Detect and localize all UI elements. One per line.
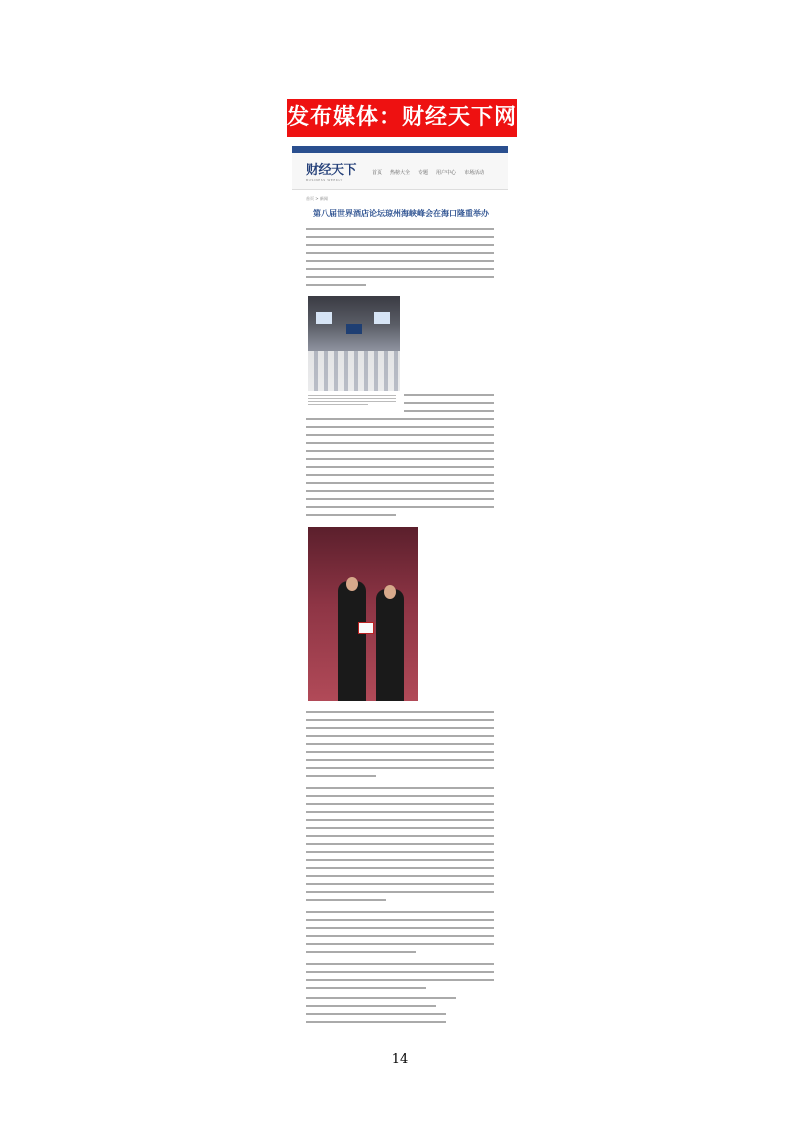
- nav-item-market[interactable]: 市场活动: [464, 170, 485, 176]
- award-ceremony-photo: [308, 527, 418, 701]
- site-header: [292, 153, 508, 190]
- page-number: 14: [391, 1052, 409, 1067]
- site-top-bar: [292, 146, 508, 153]
- breadcrumb[interactable]: 首页 > 新闻: [306, 196, 328, 201]
- nav-item-user[interactable]: 用户中心: [436, 170, 457, 176]
- nav-item-hot[interactable]: 热榜大全: [390, 170, 411, 176]
- site-logo-subtitle: BUSINESS WEEKLY: [306, 178, 343, 182]
- conference-photo-caption: [308, 393, 400, 407]
- article-screenshot: [292, 146, 508, 1026]
- site-nav: [372, 169, 484, 176]
- publisher-banner: 发布媒体：财经天下网: [287, 99, 517, 137]
- nav-item-topic[interactable]: 专题: [418, 170, 429, 176]
- site-logo[interactable]: 财经天下: [306, 163, 357, 178]
- nav-item-home[interactable]: 首页: [372, 170, 383, 176]
- conference-photo: [308, 296, 400, 391]
- article-title: 第八届世界酒店论坛琼州海峡峰会在海口隆重举办: [313, 209, 489, 218]
